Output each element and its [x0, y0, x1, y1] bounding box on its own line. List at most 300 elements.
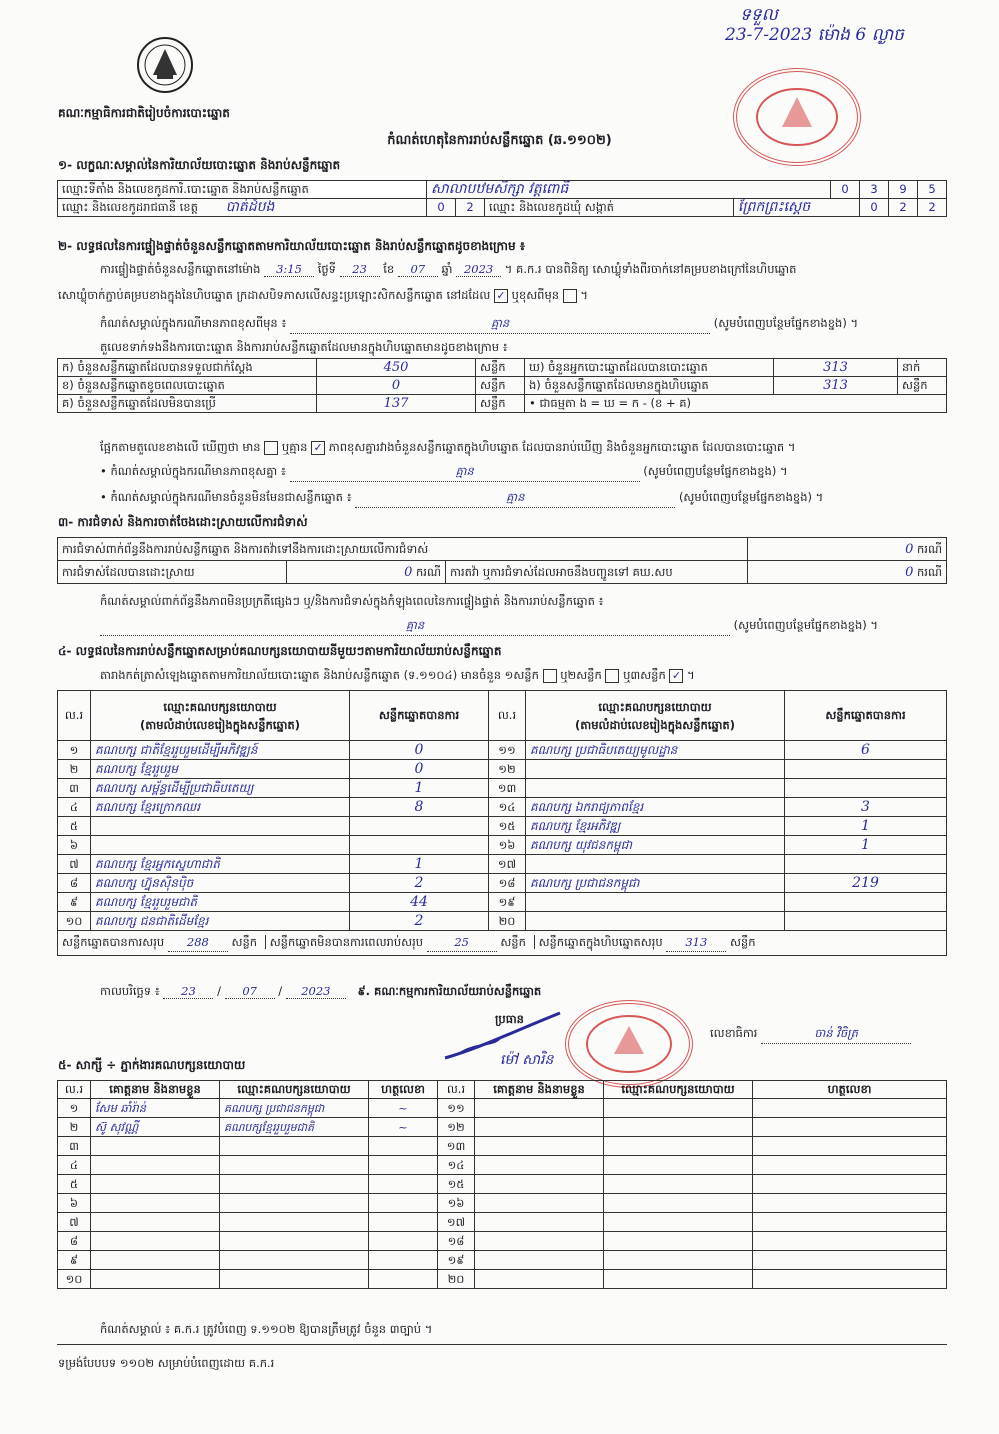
receipt-note-line1: ទទួល	[740, 5, 778, 25]
witness-no: ១	[58, 1099, 91, 1118]
vote-party	[526, 912, 785, 931]
witness-no: ១៤	[438, 1156, 475, 1175]
vh-party-r	[526, 691, 785, 741]
witness-no: ១៦	[438, 1194, 475, 1213]
witness-signature	[369, 1270, 438, 1289]
wh-party-r: ឈ្មោះគណបក្សនយោបាយ	[604, 1081, 753, 1099]
witness-name	[91, 1156, 220, 1175]
witness-no: ១៨	[438, 1232, 475, 1251]
vote-no: ៩	[58, 893, 91, 912]
nec-logo	[135, 35, 195, 95]
vote-row	[58, 779, 947, 798]
votes-totals	[58, 931, 947, 956]
vote-no: ៥	[58, 817, 91, 836]
province-value: បាត់ដំបង	[225, 199, 275, 215]
fig-e-value: 313	[774, 377, 898, 395]
witness-signature: ~	[369, 1118, 438, 1137]
witness-signature: ~	[369, 1099, 438, 1118]
vote-count: 44	[350, 893, 489, 912]
total-box-label: សន្លឹកឆ្នោតក្នុងហិបឆ្នោតសរុប	[538, 935, 663, 949]
page-title: កំណត់ហេតុនៃការរាប់សន្លឹកឆ្នោត (ឆ.១១០២)	[387, 133, 612, 148]
vh-no-r: ល.រ	[489, 691, 526, 741]
figures-intro: តួលេខទាក់ទងនឹងការបោះឆ្នោត និងការរាប់សន្លឹកឆ្នោតដែលមានក្នុងហិបឆ្នោតមានដូចខាងក្រោម ៖	[100, 340, 508, 354]
witness-name	[91, 1194, 220, 1213]
witness-party	[604, 1137, 753, 1156]
footnote: កំណត់សម្គាល់ ៖ គ.ក.រ ត្រូវបំពេញ ទ.១១០២ ឱ្យបានត្រឹមត្រូវ ចំនួន ៣ច្បាប់ ។	[100, 1322, 433, 1336]
vote-party: គណបក្ស ហ្វ៊ុនស៊ិនប៉ិច	[91, 874, 350, 893]
verify-time: 3:15	[264, 262, 314, 277]
fig-d-label: ឃ) ចំនួនអ្នកបោះឆ្នោតដែលបានបោះឆ្នោត	[525, 359, 774, 377]
section1-table	[57, 180, 947, 217]
wh-no-l: ល.រ	[58, 1081, 91, 1099]
witness-signature	[753, 1118, 947, 1137]
wh-party-l: ឈ្មោះគណបក្សនយោបាយ	[220, 1081, 369, 1099]
vote-no: ៧	[58, 855, 91, 874]
same-checkbox[interactable]: ✓	[494, 289, 508, 303]
wh-no-r: ល.រ	[438, 1081, 475, 1099]
receipt-note	[725, 5, 904, 45]
province-label: ឈ្មោះ និងលេខកូដរាជធានី ខេត្ត	[62, 200, 198, 214]
commune-code-2: 2	[889, 199, 918, 217]
vote-party: គណបក្ស ខ្មែរអ្នកស្នេហាជាតិ	[91, 855, 350, 874]
witness-name	[475, 1175, 604, 1194]
resolved-unit: ករណី	[416, 564, 441, 579]
witness-signature	[753, 1175, 947, 1194]
wh-sign-r: ហត្ថលេខា	[753, 1081, 947, 1099]
org-name: គណៈកម្មាធិការជាតិរៀបចំការបោះឆ្នោត	[58, 106, 230, 120]
witness-name	[475, 1118, 604, 1137]
witness-name	[475, 1251, 604, 1270]
vote-no: ១	[58, 741, 91, 760]
date-label: កាលបរិច្ឆេទ ៖	[100, 984, 160, 998]
fig-e-label: ង) ចំនួនសន្លឹកឆ្នោតដែលមានក្នុងហិបឆ្នោត	[525, 377, 774, 395]
different-checkbox[interactable]	[563, 289, 577, 303]
vote-party: គណបក្ស ជនជាតិដើមខ្មែរ	[91, 912, 350, 931]
witness-name	[475, 1213, 604, 1232]
fig-b-label: ខ) ចំនួនសន្លឹកឆ្នោតខូចពេលបោះឆ្នោត	[58, 377, 317, 395]
witness-name	[91, 1270, 220, 1289]
vote-no: ១៤	[489, 798, 526, 817]
witness-no: ១១	[438, 1099, 475, 1118]
witness-party	[220, 1137, 369, 1156]
witness-row	[58, 1175, 947, 1194]
vh-party-l	[91, 691, 350, 741]
date-month: 07	[225, 984, 275, 999]
vote-no: ៤	[58, 798, 91, 817]
witness-no: ៥	[58, 1175, 91, 1194]
vote-party	[526, 855, 785, 874]
p1-e: ។ គ.ក.រ បានពិនិត្យ សោឃ្លុំទាំងពីរចាក់នៅគម្របខាងក្រៅនៃហិបឆ្នោត	[504, 262, 797, 276]
forwarded-cell	[748, 561, 947, 584]
witness-no: ១២	[438, 1118, 475, 1137]
p3-c: ភាពខុសគ្នារវាងចំនួនសន្លឹកឆ្នោតក្នុងហិបឆ្នោត ដែលបានរាប់ឃើញ និងចំនួនអ្នកបោះឆ្នោត ដែលបានបោះឆ្នោត ។	[328, 440, 796, 454]
station-code-1: 0	[831, 181, 860, 199]
witness-signature	[369, 1156, 438, 1175]
discrepancy-paragraph	[100, 440, 960, 457]
witness-signature	[369, 1137, 438, 1156]
wh-name-r: គោត្តនាម និងនាមខ្លួន	[475, 1081, 604, 1099]
fig-b-value: 0	[317, 377, 476, 395]
witness-signature	[369, 1232, 438, 1251]
witness-party	[604, 1213, 753, 1232]
vote-row	[58, 893, 947, 912]
witness-no: ១០	[58, 1270, 91, 1289]
witness-signature	[753, 1194, 947, 1213]
vote-party	[526, 760, 785, 779]
secretary-name: ចាន់ វិចិត្រ	[761, 1026, 911, 1044]
total-valid-label: សន្លឹកឆ្នោតបានការសរុប	[62, 935, 165, 949]
one-sheet-checkbox[interactable]	[543, 669, 557, 683]
objections-table	[57, 537, 947, 584]
sheets-intro-c: ឬ៣សន្លឹក	[623, 668, 666, 682]
witness-no: ៩	[58, 1251, 91, 1270]
fig-e-unit: សន្លឹក	[898, 377, 947, 395]
three-sheets-checkbox[interactable]: ✓	[669, 669, 683, 683]
resolved-cell	[287, 561, 446, 584]
vote-party: គណបក្ស យុវជនកម្ពុជា	[526, 836, 785, 855]
p2-a: សោឃ្លុំចាក់ភ្ជាប់គម្របខាងក្នុងនៃហិបឆ្នោត ក្រដាសបិទភាសលើសន្ទះប្រឡោះសិកសន្លឹកឆ្នោត នៅដដែល	[58, 288, 491, 302]
irregularity-note-hint: (សូមបំពេញបន្ថែមផ្នែកខាងខ្នង) ។	[733, 618, 878, 632]
witness-party	[604, 1099, 753, 1118]
sheets-intro-b: ឬ២សន្លឹក	[560, 668, 602, 682]
witness-name	[91, 1251, 220, 1270]
witness-name	[91, 1232, 220, 1251]
total-invalid-unit: សន្លឹក	[500, 935, 526, 949]
objections-value: 0	[905, 541, 914, 557]
province-code-1: 0	[427, 199, 456, 217]
bullet-note-2-value: គ្មាន	[355, 490, 675, 508]
witness-row	[58, 1251, 947, 1270]
witness-table	[57, 1080, 947, 1289]
fig-a-label: ក) ចំនួនសន្លឹកឆ្នោតដែលបានទទួលជាក់ស្ដែង	[58, 359, 317, 377]
objections-unit: ករណី	[917, 541, 942, 556]
witness-party: គណបក្សខ្មែររួបរួមជាតិ	[220, 1118, 369, 1137]
vote-count: 2	[350, 912, 489, 931]
bullet-note-1-value: គ្មាន	[290, 464, 640, 482]
witness-name	[91, 1175, 220, 1194]
station-code-2: 3	[860, 181, 889, 199]
date-day: 23	[163, 984, 213, 999]
vote-party: គណបក្ស ប្រជាធិបតេយ្យមូលដ្ឋាន	[526, 741, 785, 760]
witness-signature	[753, 1213, 947, 1232]
sheets-paragraph	[100, 668, 695, 685]
p2-b: ឬខុសពីមុន	[511, 288, 560, 302]
witness-party	[604, 1270, 753, 1289]
vote-party: គណបក្ស ខ្មែររួបរួមជាតិ	[91, 893, 350, 912]
vh-party-r-title: ឈ្មោះគណបក្សនយោបាយ	[598, 699, 712, 714]
witness-party	[220, 1251, 369, 1270]
irregularity-note-value: គ្មាន	[100, 618, 730, 636]
p1-c: ខែ	[383, 262, 395, 276]
vote-count: 1	[350, 779, 489, 798]
total-valid-unit: សន្លឹក	[231, 935, 258, 949]
vote-count: 0	[350, 760, 489, 779]
no-difference-checkbox[interactable]: ✓	[311, 441, 325, 455]
vote-no: ១៨	[489, 874, 526, 893]
witness-party	[220, 1156, 369, 1175]
date-line: កាលបរិច្ឆេទ ៖ 23 / 07 / 2023 ៩. គណៈកម្មការការិយាល័យរាប់សន្លឹកឆ្នោត	[100, 984, 542, 998]
fig-a-unit: សន្លឹក	[476, 359, 525, 377]
witness-no: ១៣	[438, 1137, 475, 1156]
vote-party: គណបក្ស ជាតិខ្មែររួបរួមដើម្បីអភិវឌ្ឍន៍	[91, 741, 350, 760]
witness-party	[604, 1156, 753, 1175]
witness-signature	[369, 1175, 438, 1194]
witness-no: ១៧	[438, 1213, 475, 1232]
vote-party	[526, 779, 785, 798]
vh-party-l-sub: (តាមលំដាប់លេខរៀងក្នុងសន្លឹកឆ្នោត)	[140, 717, 300, 732]
vote-count: 1	[350, 855, 489, 874]
verify-day: 23	[340, 262, 380, 277]
witness-row	[58, 1213, 947, 1232]
vote-row	[58, 836, 947, 855]
vote-count: 219	[785, 874, 947, 893]
vote-no: ១២	[489, 760, 526, 779]
secretary-label: លេខាធិការ	[710, 1026, 758, 1040]
witness-signature	[369, 1251, 438, 1270]
p1-d: ឆ្នាំ	[441, 262, 453, 276]
witness-name	[475, 1137, 604, 1156]
vote-row	[58, 798, 947, 817]
vote-row	[58, 741, 947, 760]
vote-no: ៦	[58, 836, 91, 855]
commune-value: ព្រែកព្រះស្ដេច	[733, 199, 859, 217]
vote-no: ១៦	[489, 836, 526, 855]
sheets-intro-end: ។	[687, 668, 695, 682]
witness-name	[475, 1232, 604, 1251]
vh-party-r-sub: (តាមលំដាប់លេខរៀងក្នុងសន្លឹកឆ្នោត)	[575, 717, 735, 732]
witness-row	[58, 1232, 947, 1251]
witness-no: ៧	[58, 1213, 91, 1232]
section3-heading: ៣- ការជំទាស់ និងការចាត់ចែងដោះស្រាយលើការជំទាស់	[58, 515, 308, 529]
objections-label: ការជំទាស់ពាក់ព័ន្ធនឹងការរាប់សន្លឹកឆ្នោត និងការតវ៉ាទៅនឹងការដោះស្រាយលើការជំទាស់	[58, 538, 748, 561]
bullet-note-1-label: • កំណត់សម្គាល់ក្នុងករណីមានភាពខុសគ្នា ៖	[100, 464, 286, 478]
witness-name	[475, 1099, 604, 1118]
bullet-note-2-label: • កំណត់សម្គាល់ក្នុងករណីមានចំនួនមិនមែនជាសន្លឹកឆ្នោត ៖	[100, 490, 352, 504]
witness-name	[91, 1137, 220, 1156]
witness-body	[58, 1099, 947, 1289]
total-valid-value: 288	[168, 934, 228, 952]
province-code-2: 2	[456, 199, 485, 217]
vote-party: គណបក្ស ខ្មែរអភិវឌ្ឍ	[526, 817, 785, 836]
total-box-value: 313	[666, 934, 726, 952]
commune-code-1: 0	[860, 199, 889, 217]
vote-row	[58, 760, 947, 779]
two-sheets-checkbox[interactable]	[605, 669, 619, 683]
wh-sign-l: ហត្ថលេខា	[369, 1081, 438, 1099]
vote-no: ១៥	[489, 817, 526, 836]
sheets-intro: តារាងកត់ត្រាសំឡេងឆ្នោតតាមការិយាល័យបោះឆ្នោត និងរាប់សន្លឹកឆ្នោត (ទ.១១០៤) មានចំនួន ១សន្លឹក	[100, 668, 539, 682]
vote-no: ២	[58, 760, 91, 779]
verification-paragraph-1	[100, 262, 950, 279]
vote-count: 8	[350, 798, 489, 817]
witness-signature	[753, 1232, 947, 1251]
witness-name: ស៊ូ សុវណ្ណី	[91, 1118, 220, 1137]
wh-name-l: គោត្តនាម និងនាមខ្លួន	[91, 1081, 220, 1099]
difference-note	[100, 316, 950, 334]
witness-signature	[753, 1137, 947, 1156]
votes-body	[58, 741, 947, 931]
witness-name	[91, 1213, 220, 1232]
vote-party: គណបក្ស ប្រជាជនកម្ពុជា	[526, 874, 785, 893]
witness-party	[220, 1194, 369, 1213]
witness-party	[604, 1194, 753, 1213]
witness-party	[220, 1232, 369, 1251]
bullet-note-1-hint: (សូមបំពេញបន្ថែមផ្នែកខាងខ្នង) ។	[643, 464, 788, 478]
witness-party	[220, 1175, 369, 1194]
vote-party: គណបក្ស ឯករាជ្យភាពខ្មែរ	[526, 798, 785, 817]
section1-heading: ១- លក្ខណៈសម្គាល់នៃការិយាល័យបោះឆ្នោត និងរាប់សន្លឹកឆ្នោត	[58, 158, 341, 172]
difference-note-hint: (សូមបំពេញបន្ថែមផ្នែកខាងខ្នង) ។	[713, 316, 859, 330]
witness-row	[58, 1118, 947, 1137]
witness-signature	[753, 1156, 947, 1175]
figures-table	[57, 358, 947, 413]
witness-party	[604, 1118, 753, 1137]
witness-party: គណបក្ស ប្រជាជនកម្ពុជា	[220, 1099, 369, 1118]
witness-row	[58, 1270, 947, 1289]
station-label: ឈ្មោះទីតាំង និងលេខកូដការិ.បោះឆ្នោត និងរាប់សន្លឹកឆ្នោត	[58, 181, 427, 199]
difference-note-value: គ្មាន	[290, 316, 710, 334]
resolved-label: ការជំទាស់ដែលបានដោះស្រាយ	[58, 561, 287, 584]
witness-no: ៦	[58, 1194, 91, 1213]
vote-count: 1	[785, 817, 947, 836]
objections-cell	[748, 538, 947, 561]
vh-party-l-title: ឈ្មោះគណបក្សនយោបាយ	[163, 699, 277, 714]
total-box-unit: សន្លឹក	[729, 935, 756, 949]
votes-table	[57, 690, 947, 956]
vh-no-l: ល.រ	[58, 691, 91, 741]
vote-no: ១០	[58, 912, 91, 931]
official-stamp-bottom	[565, 1000, 693, 1088]
vote-count	[350, 836, 489, 855]
vote-count	[785, 855, 947, 874]
fig-b-unit: សន្លឹក	[476, 377, 525, 395]
witness-name: សែម ឆាំរ៉ាន់	[91, 1099, 220, 1118]
vote-count: 3	[785, 798, 947, 817]
witness-row	[58, 1099, 947, 1118]
vote-count: 1	[785, 836, 947, 855]
total-invalid-label: សន្លឹកឆ្នោតមិនបានការពេលរាប់សរុប	[269, 935, 424, 949]
vote-no: ១៧	[489, 855, 526, 874]
vote-row	[58, 912, 947, 931]
forwarded-label: ការតវ៉ា ឬការជំទាស់ដែលអាចនឹងបញ្ជូនទៅ គឃ.សប	[446, 561, 748, 584]
witness-party	[220, 1270, 369, 1289]
station-value: សាលាបឋមសិក្សា វត្តពោធិ៍	[427, 181, 831, 199]
p1-a: ការផ្ទៀងផ្ទាត់ចំនួនសន្លឹកឆ្នោតនៅម៉ោង	[100, 262, 261, 276]
vote-no: ៨	[58, 874, 91, 893]
fig-formula: • ជាធម្មតា ង = ឃ = ក - (ខ + គ)	[525, 395, 947, 413]
p2-end: ។	[580, 288, 588, 302]
vote-count	[785, 760, 947, 779]
witness-name	[475, 1194, 604, 1213]
vote-party: គណបក្ស ខ្មែរក្រោកឈរ	[91, 798, 350, 817]
vote-no: ១៩	[489, 893, 526, 912]
vote-row	[58, 874, 947, 893]
vote-count	[785, 912, 947, 931]
vh-votes-r: សន្លឹកឆ្នោតបានការ	[785, 691, 947, 741]
fig-c-label: គ) ចំនួនសន្លឹកឆ្នោតដែលមិនបានប្រើ	[58, 395, 317, 413]
witness-no: ១៩	[438, 1251, 475, 1270]
bullet-note-2	[100, 490, 950, 508]
footer-divider	[57, 1344, 947, 1345]
witness-no: ៣	[58, 1137, 91, 1156]
witness-no: ៤	[58, 1156, 91, 1175]
witness-signature	[753, 1270, 947, 1289]
total-invalid-value: 25	[427, 934, 497, 952]
vote-party	[91, 817, 350, 836]
forwarded-unit: ករណី	[917, 564, 942, 579]
witness-name	[475, 1270, 604, 1289]
bullet-note-2-hint: (សូមបំពេញបន្ថែមផ្នែកខាងខ្នង) ។	[678, 490, 824, 504]
committee-label: ៩. គណៈកម្មការការិយាល័យរាប់សន្លឹកឆ្នោត	[357, 984, 542, 998]
witness-signature	[369, 1213, 438, 1232]
witness-party	[604, 1175, 753, 1194]
difference-note-label: កំណត់សម្គាល់ក្នុងករណីមានភាពខុសពីមុន ៖	[100, 316, 287, 330]
commune-code-3: 2	[918, 199, 947, 217]
vote-row	[58, 855, 947, 874]
vote-no: ១១	[489, 741, 526, 760]
verification-paragraph-2	[58, 288, 948, 305]
vote-count	[350, 817, 489, 836]
vote-count	[785, 893, 947, 912]
official-stamp-top	[733, 68, 861, 166]
vote-count: 6	[785, 741, 947, 760]
section2-heading: ២- លទ្ធផលនៃការផ្ទៀងផ្ទាត់ចំនួនសន្លឹកឆ្នោតតាមការិយាល័យបោះឆ្នោត និងរាប់សន្លឹកឆ្នោតដូចខាងក្រោម ៖	[58, 239, 526, 253]
witness-signature	[753, 1099, 947, 1118]
vote-count	[785, 779, 947, 798]
vote-party: គណបក្ស សម្ព័ន្ធដើម្បីប្រជាធិបតេយ្យ	[91, 779, 350, 798]
station-code-4: 5	[918, 181, 947, 199]
witness-signature	[369, 1194, 438, 1213]
vote-no: ៣	[58, 779, 91, 798]
vote-party	[91, 836, 350, 855]
witness-no: ៨	[58, 1232, 91, 1251]
irregularity-note-label: កំណត់សម្គាល់ពាក់ព័ន្ធនឹងភាពមិនប្រក្រតីផ្សេងៗ ឬ/និងការជំទាស់ក្នុងកំឡុងពេលនៃការផ្ទៀងផ្ទាត់ និងការរាប់សន្លឹកឆ្នោត ៖	[100, 594, 604, 608]
vote-party: គណបក្ស ខ្មែររួបរួម	[91, 760, 350, 779]
secretary	[710, 1026, 911, 1044]
witness-name	[475, 1156, 604, 1175]
fig-d-value: 313	[774, 359, 898, 377]
forwarded-value: 0	[905, 564, 914, 580]
witness-no: ១៥	[438, 1175, 475, 1194]
station-code-3: 9	[889, 181, 918, 199]
date-year: 2023	[286, 984, 346, 999]
p3-a: ផ្អែកតាមតួលេខខាងលើ ឃើញថា មាន	[100, 440, 261, 454]
has-difference-checkbox[interactable]	[264, 441, 278, 455]
commune-label: ឈ្មោះ និងលេខកូដឃុំ សង្កាត់	[485, 199, 734, 217]
vote-count: 2	[350, 874, 489, 893]
p1-b: ថ្ងៃទី	[317, 262, 336, 276]
vh-votes-l: សន្លឹកឆ្នោតបានការ	[350, 691, 489, 741]
receipt-note-line2: 23-7-2023 ម៉ោង 6 ល្ងាច	[725, 25, 904, 45]
p3-b: ឬគ្មាន	[281, 440, 308, 454]
witness-no: ២០	[438, 1270, 475, 1289]
vote-no: ១៣	[489, 779, 526, 798]
fig-d-unit: នាក់	[898, 359, 947, 377]
bullet-note-1	[100, 464, 950, 482]
vote-party	[526, 893, 785, 912]
chair-name: ម៉ៅ សារិន	[500, 1052, 554, 1068]
witness-row	[58, 1156, 947, 1175]
province-row	[58, 199, 427, 217]
vote-row	[58, 817, 947, 836]
fig-a-value: 450	[317, 359, 476, 377]
fig-c-value: 137	[317, 395, 476, 413]
chair-label: ប្រធាន	[495, 1012, 524, 1026]
vote-count: 0	[350, 741, 489, 760]
irregularity-note	[100, 618, 950, 636]
witness-row	[58, 1194, 947, 1213]
witness-no: ២	[58, 1118, 91, 1137]
